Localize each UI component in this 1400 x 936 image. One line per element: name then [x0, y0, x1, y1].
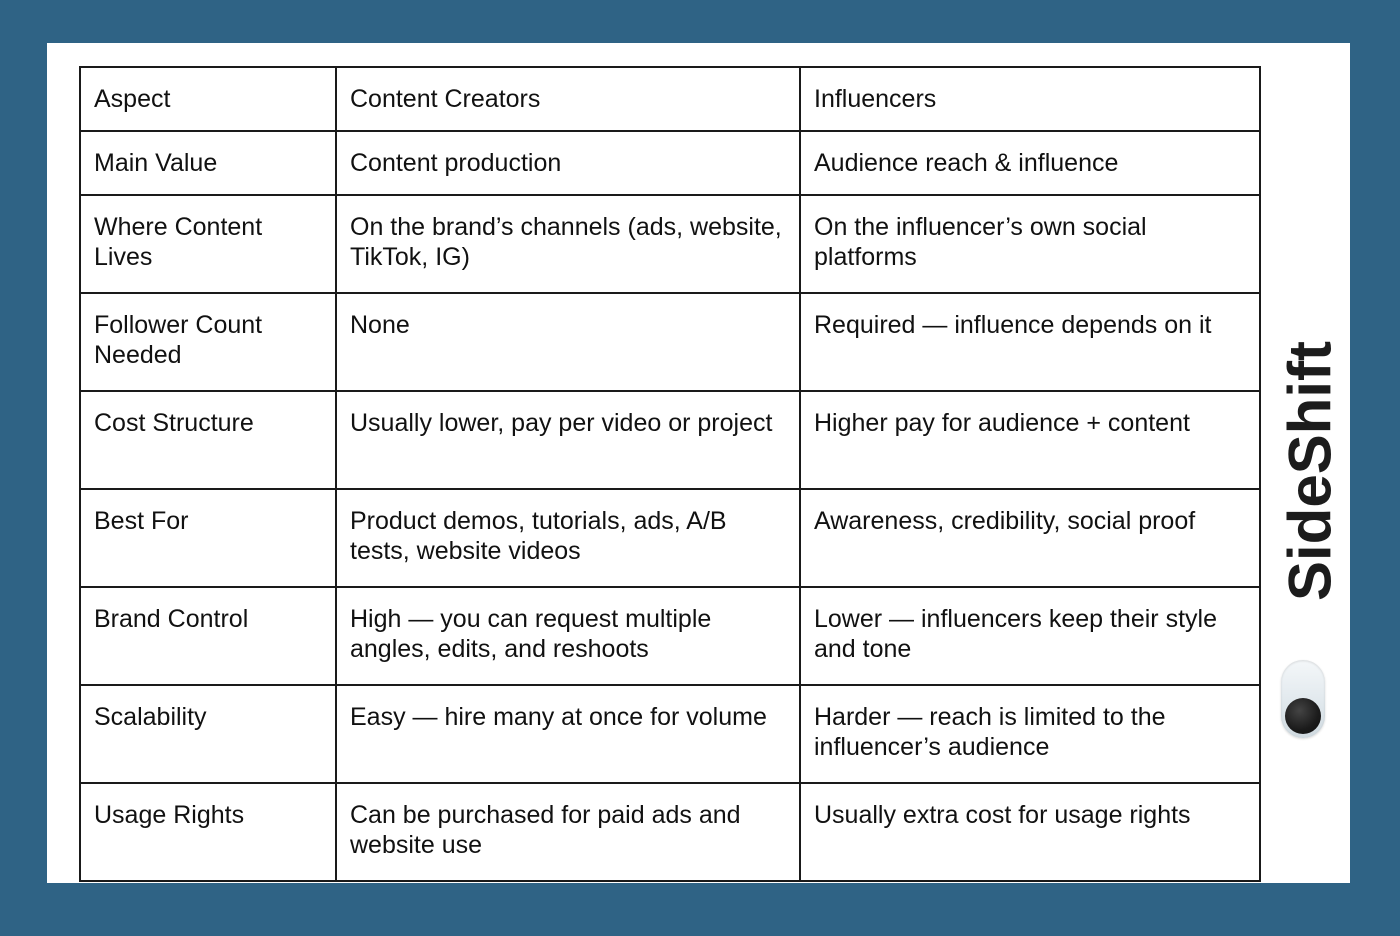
- table-row: [80, 783, 1260, 881]
- table-row: [80, 195, 1260, 293]
- toggle-knob-icon: [1285, 698, 1321, 734]
- row-creators-cell: None: [336, 293, 800, 391]
- row-aspect-cell: Follower Count Needed: [80, 293, 336, 391]
- table-row: [80, 131, 1260, 195]
- table-row: [80, 293, 1260, 391]
- row-creators-cell: Content production: [336, 131, 800, 195]
- table-row: [80, 391, 1260, 489]
- table-row: [80, 685, 1260, 783]
- content-panel: [47, 43, 1350, 883]
- brand-wordmark: SideShift: [1276, 340, 1344, 602]
- header-influencers: Influencers: [800, 67, 1260, 131]
- row-creators-cell: On the brand’s channels (ads, website, TikTok, IG): [336, 195, 800, 293]
- table-header-row: [80, 67, 1260, 131]
- toggle-switch-icon: [1281, 660, 1325, 738]
- row-creators-cell: High — you can request multiple angles, edits, and reshoots: [336, 587, 800, 685]
- row-influencers-cell: Lower — influencers keep their style and tone: [800, 587, 1260, 685]
- comparison-table: [79, 66, 1261, 882]
- row-aspect-cell: Main Value: [80, 131, 336, 195]
- row-creators-cell: Usually lower, pay per video or project: [336, 391, 800, 489]
- row-influencers-cell: Awareness, credibility, social proof: [800, 489, 1260, 587]
- header-aspect: Aspect: [80, 67, 336, 131]
- row-influencers-cell: Higher pay for audience + content: [800, 391, 1260, 489]
- row-aspect-cell: Brand Control: [80, 587, 336, 685]
- brand-logo: [1273, 323, 1347, 743]
- row-creators-cell: Product demos, tutorials, ads, A/B tests, website videos: [336, 489, 800, 587]
- row-influencers-cell: Harder — reach is limited to the influencer’s audience: [800, 685, 1260, 783]
- table-row: [80, 489, 1260, 587]
- row-aspect-cell: Scalability: [80, 685, 336, 783]
- table-row: [80, 587, 1260, 685]
- row-influencers-cell: Required — influence depends on it: [800, 293, 1260, 391]
- row-aspect-cell: Where Content Lives: [80, 195, 336, 293]
- row-aspect-cell: Usage Rights: [80, 783, 336, 881]
- row-creators-cell: Can be purchased for paid ads and website use: [336, 783, 800, 881]
- header-content-creators: Content Creators: [336, 67, 800, 131]
- row-aspect-cell: Best For: [80, 489, 336, 587]
- row-aspect-cell: Cost Structure: [80, 391, 336, 489]
- row-creators-cell: Easy — hire many at once for volume: [336, 685, 800, 783]
- row-influencers-cell: Usually extra cost for usage rights: [800, 783, 1260, 881]
- row-influencers-cell: On the influencer’s own social platforms: [800, 195, 1260, 293]
- row-influencers-cell: Audience reach & influence: [800, 131, 1260, 195]
